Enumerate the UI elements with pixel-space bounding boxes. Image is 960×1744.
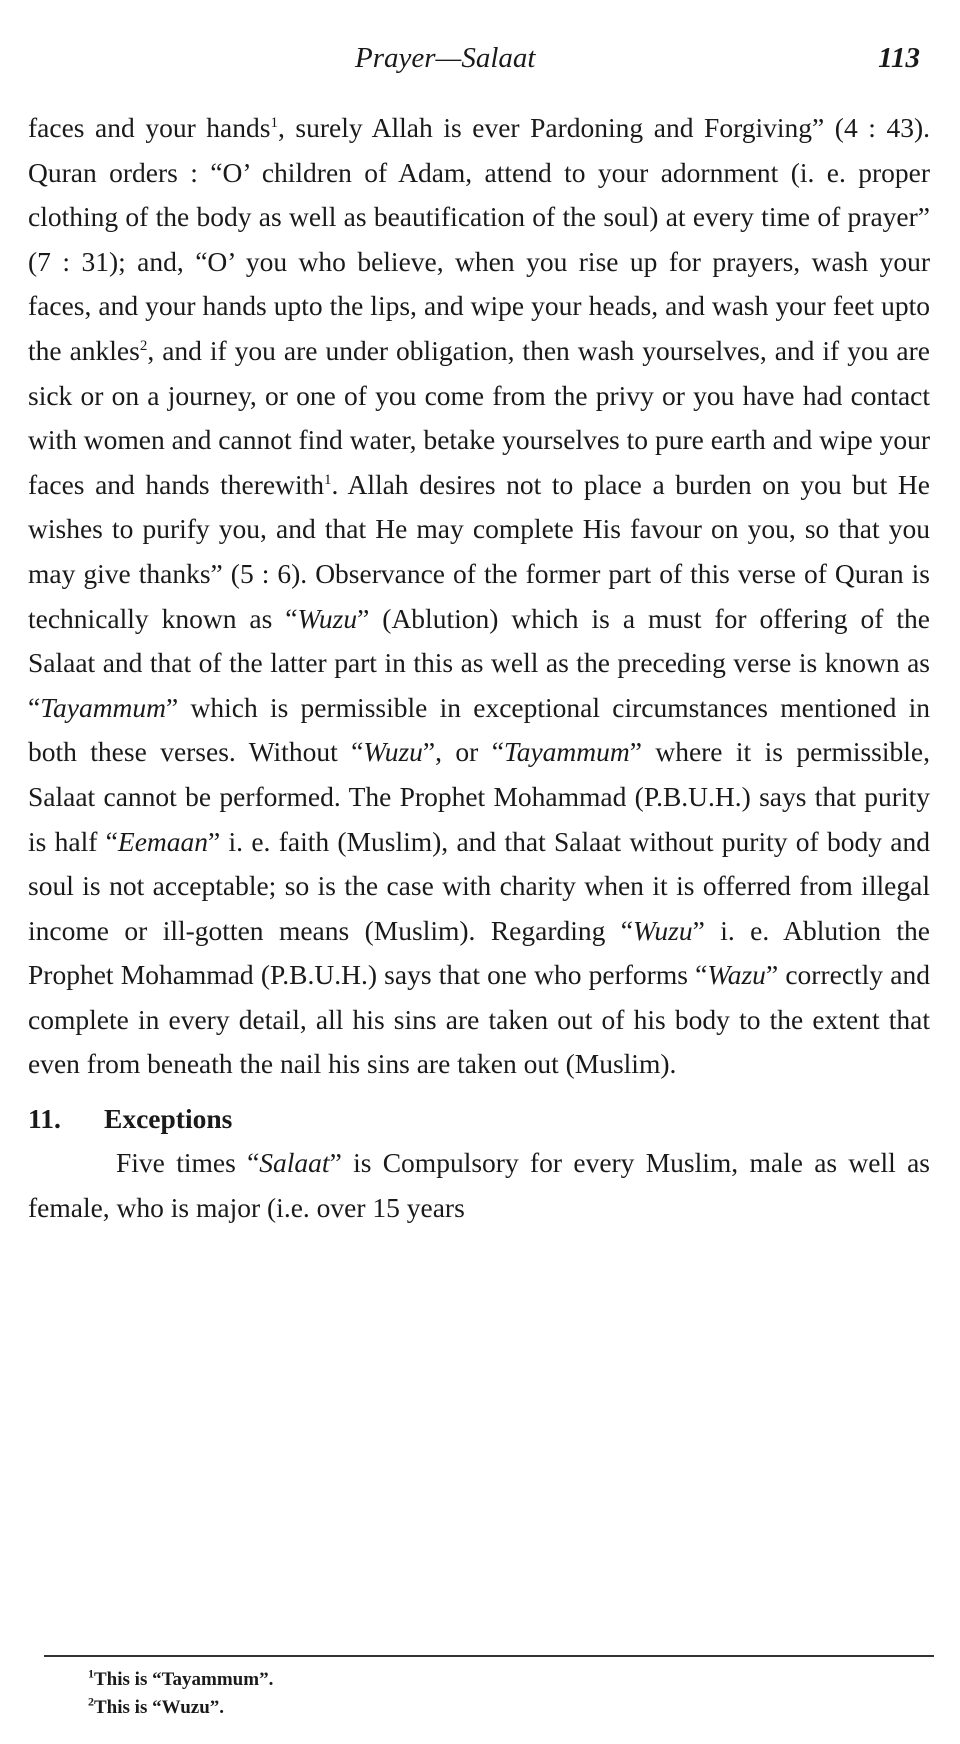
paragraph-exceptions <box>28 1141 930 1230</box>
paragraph-ablution <box>28 106 930 1087</box>
footnote-divider <box>44 1655 934 1657</box>
footnote-mark: 2 <box>88 1694 94 1709</box>
text-run: ” (Ablution) which is a must for offering of the Salaat and that of the latter part in this as well as the preceding verse is known as “ <box>28 602 930 723</box>
text-run: faces and your hands <box>28 112 271 143</box>
term-tayammum: Tayammum <box>503 736 630 768</box>
text-run: Five times “ <box>116 1147 260 1179</box>
footnote-ref: 2 <box>139 337 148 354</box>
text-run: ” is Compulsory for every Muslim, male as well as female, who is major (i.e. over 15 years <box>28 1147 930 1223</box>
text-run: ” where it is permissible, Salaat cannot be performed. The Prophet Mohammad (P.B.U.H.) says that purity is half “ <box>28 736 930 857</box>
page-header <box>0 42 960 82</box>
body-text <box>28 106 930 1230</box>
running-title: Prayer—Salaat <box>355 42 536 74</box>
footnote-mark: 1 <box>88 1666 94 1681</box>
footnote-item <box>88 1694 273 1722</box>
footnote-ref: 1 <box>270 114 278 131</box>
text-run: ”, or “ <box>422 736 504 768</box>
text-run: ” i. e. faith (Muslim), and that Salaat without purity of body and soul is not acceptable; so is the case with charity when it is offerred from illegal income or ill-gotten means (Muslim). Regarding “ <box>28 825 930 946</box>
term-wuzu: Wuzu <box>633 914 693 946</box>
text-run: ” correctly and complete in every detail, all his sins are taken out of his body to the extent that even from beneath the nail his sins are taken out (Muslim). <box>28 959 930 1080</box>
section-title: Exceptions <box>104 1103 233 1135</box>
term-wazu: Wazu <box>707 959 766 991</box>
section-heading <box>28 1097 930 1141</box>
page-number: 113 <box>878 42 920 74</box>
text-run: ” i. e. Ablution the Prophet Mohammad (P.B.U.H.) says that one who performs “ <box>28 914 930 991</box>
text-run: . Allah desires not to place a burden on you but He wishes to purify you, and that He may complete His favour on you, so that you may give thanks” (5 : 6). Observance of the former part of this verse of Quran is technically known as “ <box>28 468 930 634</box>
footnote-text: This is “Tayammum”. <box>94 1669 274 1690</box>
text-run: , surely Allah is ever Pardoning and Forgiving” (4 : 43). Quran orders : “O’ children of Adam, attend to your adornment (i. e. proper clothing of the body as well as beautification of the soul) at every time of prayer” (7 : 31); and, “O’ you who believe, when you rise up for prayers, wash your faces, and your hands upto the lips, and wipe your heads, and wash your feet upto the ankles <box>28 112 931 366</box>
text-run: , and if you are under obligation, then wash yourselves, and if you are sick or on a journey, or one of you come from the privy or you have had contact with women and cannot find water, betake yourselves to pure earth and wipe your faces and hands therewith <box>28 334 930 500</box>
term-salaat: Salaat <box>259 1147 330 1179</box>
term-wuzu: Wuzu <box>297 602 358 634</box>
term-eemaan: Eemaan <box>117 825 209 857</box>
text-run: ” which is permissible in exceptional circumstances mentioned in both these verses. Without “ <box>28 691 930 768</box>
footnote-item <box>88 1666 273 1694</box>
footnote-ref: 1 <box>324 471 332 488</box>
term-tayammum: Tayammum <box>40 691 167 723</box>
section-number: 11. <box>28 1103 61 1135</box>
footnotes <box>88 1666 273 1722</box>
term-wuzu: Wuzu <box>363 736 423 768</box>
footnote-text: This is “Wuzu”. <box>94 1697 225 1718</box>
